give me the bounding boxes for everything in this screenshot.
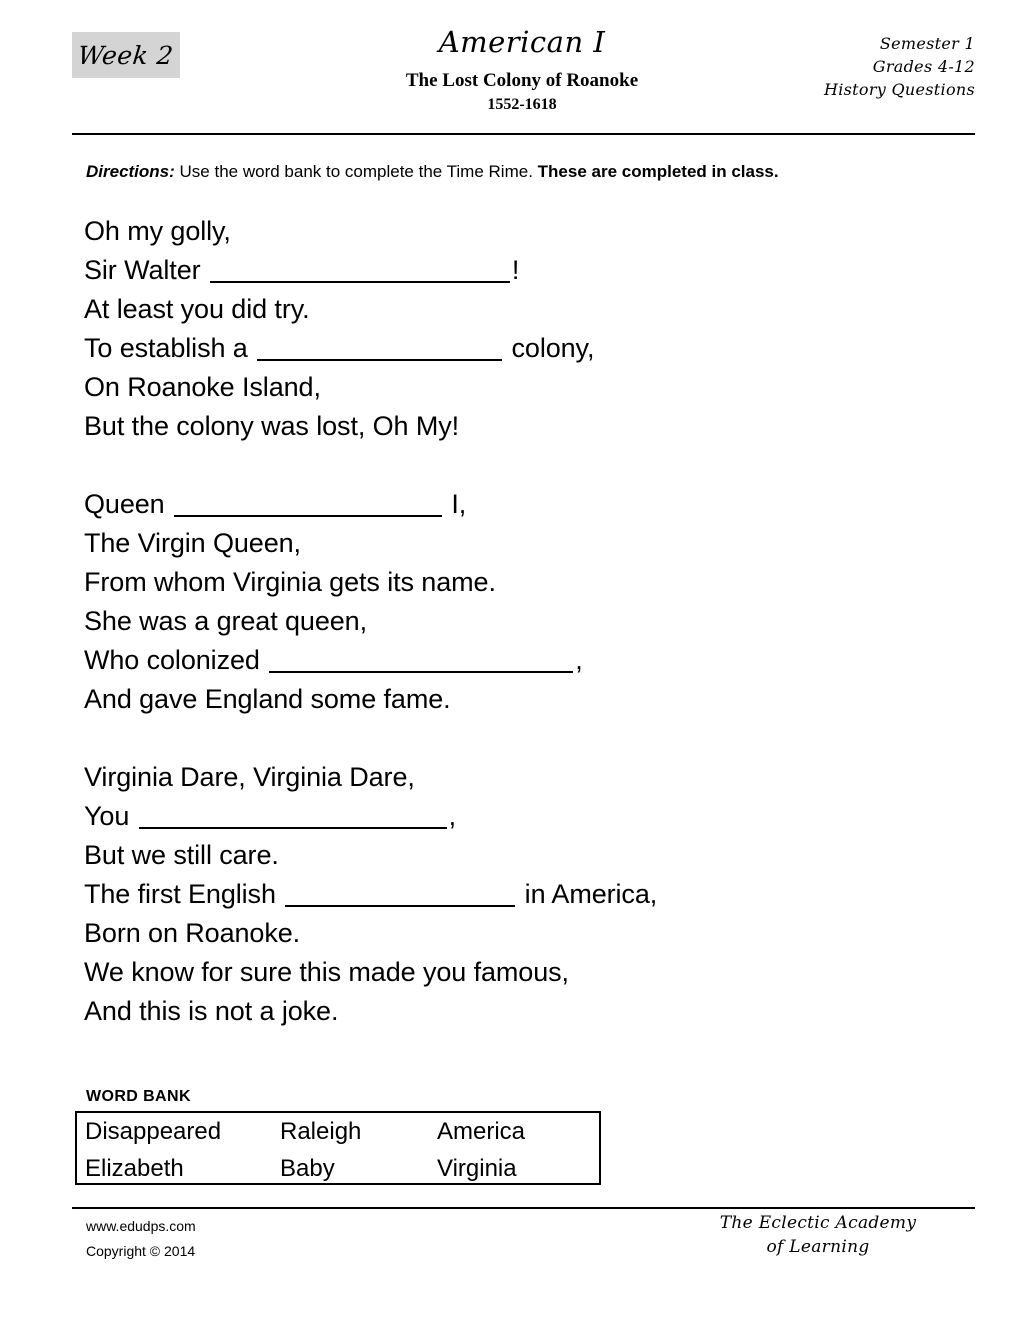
answer-blank[interactable]	[257, 335, 502, 361]
poem-body	[84, 212, 944, 1031]
poem-line-text: And this is not a joke.	[84, 996, 339, 1026]
poem-line-text: To establish a	[84, 333, 256, 363]
header-meta	[824, 32, 975, 101]
word-bank-box	[75, 1111, 601, 1185]
website-url: www.edudps.com	[86, 1218, 196, 1234]
poem-line-text: Born on Roanoke.	[84, 918, 301, 948]
directions-label: Directions:	[86, 162, 175, 181]
poem-line	[84, 485, 944, 524]
word-bank-row	[77, 1150, 599, 1187]
poem-line-text: And gave England some fame.	[84, 684, 451, 714]
poem-line	[84, 563, 944, 602]
footer-left	[86, 1214, 196, 1264]
poem-line-text-after: ,	[575, 645, 583, 675]
poem-line-text: You	[84, 801, 137, 831]
poem-stanza	[84, 758, 944, 1031]
poem-line-text-after: in America,	[517, 879, 658, 909]
poem-line	[84, 641, 944, 680]
poem-line-text: Sir Walter	[84, 255, 208, 285]
grades-label: Grades 4-12	[872, 57, 975, 76]
poem-stanza	[84, 212, 944, 446]
poem-line	[84, 251, 944, 290]
poem-line-text-after: I,	[443, 489, 467, 519]
word-bank-label: WORD BANK	[86, 1088, 191, 1105]
publisher-line-2: of Learning	[766, 1237, 870, 1257]
footer-divider	[72, 1207, 975, 1209]
poem-line	[84, 680, 944, 719]
page-subtitle: The Lost Colony of Roanoke	[405, 70, 639, 91]
directions-emphasis: These are completed in class.	[537, 162, 779, 181]
poem-line-text: The Virgin Queen,	[84, 528, 301, 558]
answer-blank[interactable]	[210, 257, 510, 283]
answer-blank[interactable]	[139, 803, 447, 829]
answer-blank[interactable]	[285, 881, 515, 907]
subject-label: History Questions	[823, 80, 975, 99]
poem-line-text-after: ,	[448, 801, 457, 831]
poem-line	[84, 797, 944, 836]
poem-line	[84, 524, 944, 563]
poem-line-text-after: colony,	[504, 333, 595, 363]
poem-line-text: Queen	[84, 489, 172, 519]
poem-line-text: Virginia Dare, Virginia Dare,	[84, 762, 415, 792]
answer-blank[interactable]	[269, 647, 573, 673]
header-divider	[72, 133, 975, 135]
word-bank-row	[77, 1113, 599, 1150]
publisher-mark	[688, 1211, 948, 1259]
poem-stanza	[84, 485, 944, 719]
publisher-line-1: The Eclectic Academy	[719, 1213, 917, 1233]
week-badge-label: Week 2	[76, 40, 176, 70]
poem-line-text: Who colonized	[84, 645, 268, 675]
page-title: American I	[438, 25, 606, 59]
poem-line-text: On Roanoke Island,	[84, 372, 321, 402]
word-bank-word[interactable]: Raleigh	[280, 1118, 362, 1145]
answer-blank[interactable]	[174, 491, 442, 517]
page-header	[72, 22, 975, 122]
title-block	[252, 22, 792, 116]
poem-line-text: At least you did try.	[84, 294, 310, 324]
poem-line-text-after: !	[511, 255, 520, 285]
directions	[86, 160, 779, 184]
week-badge	[72, 32, 180, 78]
poem-line-text: She was a great queen,	[84, 606, 368, 636]
word-bank-word[interactable]: America	[437, 1118, 526, 1145]
poem-line	[84, 992, 944, 1031]
poem-line	[84, 758, 944, 797]
poem-line	[84, 329, 944, 368]
poem-line	[84, 602, 944, 641]
poem-line-text: We know for sure this made you famous,	[84, 957, 569, 987]
word-bank-word[interactable]: Disappeared	[85, 1118, 222, 1145]
poem-line	[84, 875, 944, 914]
poem-line	[84, 953, 944, 992]
date-range: 1552-1618	[487, 96, 557, 113]
word-bank-word[interactable]: Baby	[280, 1155, 335, 1182]
copyright-notice: Copyright © 2014	[86, 1243, 196, 1259]
semester-label: Semester 1	[879, 34, 975, 53]
word-bank-word[interactable]: Virginia	[437, 1155, 517, 1182]
word-bank-word[interactable]: Elizabeth	[85, 1155, 184, 1182]
poem-line-text: Oh my golly,	[84, 216, 231, 246]
poem-line	[84, 914, 944, 953]
poem-line	[84, 407, 944, 446]
poem-line-text: But the colony was lost, Oh My!	[84, 411, 460, 441]
poem-line-text: From whom Virginia gets its name.	[84, 567, 496, 597]
poem-line	[84, 290, 944, 329]
poem-line	[84, 836, 944, 875]
poem-line	[84, 368, 944, 407]
poem-line-text: But we still care.	[84, 840, 279, 870]
directions-body: Use the word bank to complete the Time Rime.	[179, 162, 533, 181]
poem-line-text: The first English	[84, 879, 284, 909]
poem-line	[84, 212, 944, 251]
